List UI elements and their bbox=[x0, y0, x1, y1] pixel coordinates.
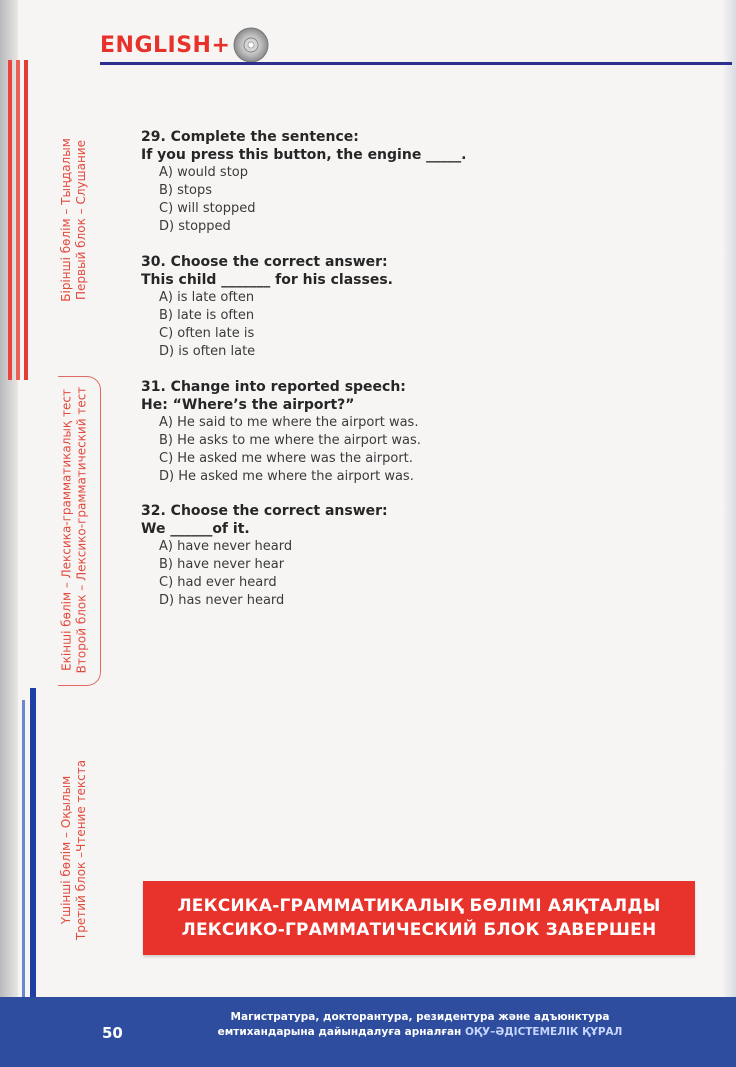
question-32 bbox=[141, 502, 388, 610]
question-title: 32. Choose the correct answer: bbox=[141, 503, 388, 519]
answer-options bbox=[141, 164, 467, 236]
answer-option: B) stops bbox=[159, 183, 212, 198]
answer-option: C) will stopped bbox=[159, 201, 256, 216]
question-title: 30. Choose the correct answer: bbox=[141, 254, 388, 270]
footer-highlight: ОҚУ–ӘДІСТЕМЕЛІК ҚҰРАЛ bbox=[464, 1026, 623, 1038]
answer-option: B) He asks to me where the airport was. bbox=[159, 433, 421, 448]
side-tab-listening bbox=[44, 120, 104, 320]
blue-edge-bar bbox=[22, 700, 25, 1000]
cd-disc-icon bbox=[232, 26, 270, 64]
footer-line: Магистратура, докторантура, резидентура және адъюнктура bbox=[230, 1011, 610, 1023]
footer-caption bbox=[200, 1010, 640, 1040]
logo-text: ENGLISH+ bbox=[100, 32, 231, 58]
banner-line-russian: ЛЕКСИКО-ГРАММАТИЧЕСКИЙ БЛОК ЗАВЕРШЕН bbox=[181, 920, 657, 940]
page-right-edge bbox=[722, 0, 736, 1067]
question-31 bbox=[141, 378, 421, 486]
question-stem: We ______of it. bbox=[141, 521, 250, 537]
side-tab-label: Второй блок – Лексико-грамматический тест bbox=[74, 386, 88, 674]
answer-option: A) is late often bbox=[159, 290, 255, 305]
question-stem: If you press this button, the engine _____. bbox=[141, 147, 467, 163]
answer-option: A) have never heard bbox=[159, 539, 293, 554]
question-29 bbox=[141, 128, 467, 236]
answer-option: B) have never hear bbox=[159, 557, 285, 572]
footer-line-prefix: емтихандарына дайындалуға арналған bbox=[217, 1026, 465, 1038]
answer-option: C) had ever heard bbox=[159, 575, 277, 590]
page-number: 50 bbox=[102, 1024, 123, 1042]
side-tab-reading bbox=[44, 740, 104, 960]
side-tab-label: Екінші бөлім – Лексика-грамматикалық тест bbox=[59, 389, 73, 671]
side-tab-label: Бірінші бөлім – Тыңдалым bbox=[59, 138, 73, 302]
answer-options bbox=[141, 538, 388, 610]
side-tab-label: Третий блок –Чтение текста bbox=[74, 759, 88, 941]
red-edge-bar bbox=[24, 60, 28, 380]
answer-options bbox=[141, 289, 393, 361]
answer-option: B) late is often bbox=[159, 308, 255, 323]
question-30 bbox=[141, 253, 393, 361]
red-edge-bar bbox=[16, 60, 20, 380]
header-rule bbox=[100, 62, 732, 65]
answer-option: D) has never heard bbox=[159, 593, 285, 608]
logo bbox=[100, 26, 270, 64]
side-tab-grammar bbox=[44, 380, 104, 680]
answer-option: C) often late is bbox=[159, 326, 255, 341]
section-complete-banner bbox=[143, 881, 695, 955]
side-tab-label: Үшінші бөлім – Оқылым bbox=[59, 775, 73, 925]
answer-option: D) He asked me where the airport was. bbox=[159, 469, 414, 484]
question-stem: He: “Where’s the airport?” bbox=[141, 397, 355, 413]
answer-option: D) stopped bbox=[159, 219, 231, 234]
answer-options bbox=[141, 414, 421, 486]
footer-line bbox=[200, 1025, 640, 1040]
red-edge-bar bbox=[8, 60, 12, 380]
answer-option: C) He asked me where was the airport. bbox=[159, 451, 413, 466]
answer-option: A) He said to me where the airport was. bbox=[159, 415, 419, 430]
question-title: 31. Change into reported speech: bbox=[141, 379, 406, 395]
answer-option: D) is often late bbox=[159, 344, 256, 359]
question-title: 29. Complete the sentence: bbox=[141, 129, 359, 145]
banner-line-kazakh: ЛЕКСИКА-ГРАММАТИКАЛЫҚ БӨЛІМІ АЯҚТАЛДЫ bbox=[177, 896, 661, 916]
side-tab-label: Первый блок – Слушание bbox=[74, 140, 88, 300]
question-stem: This child _______ for his classes. bbox=[141, 272, 393, 288]
answer-option: A) would stop bbox=[159, 165, 248, 180]
blue-edge-bar bbox=[30, 688, 36, 1008]
